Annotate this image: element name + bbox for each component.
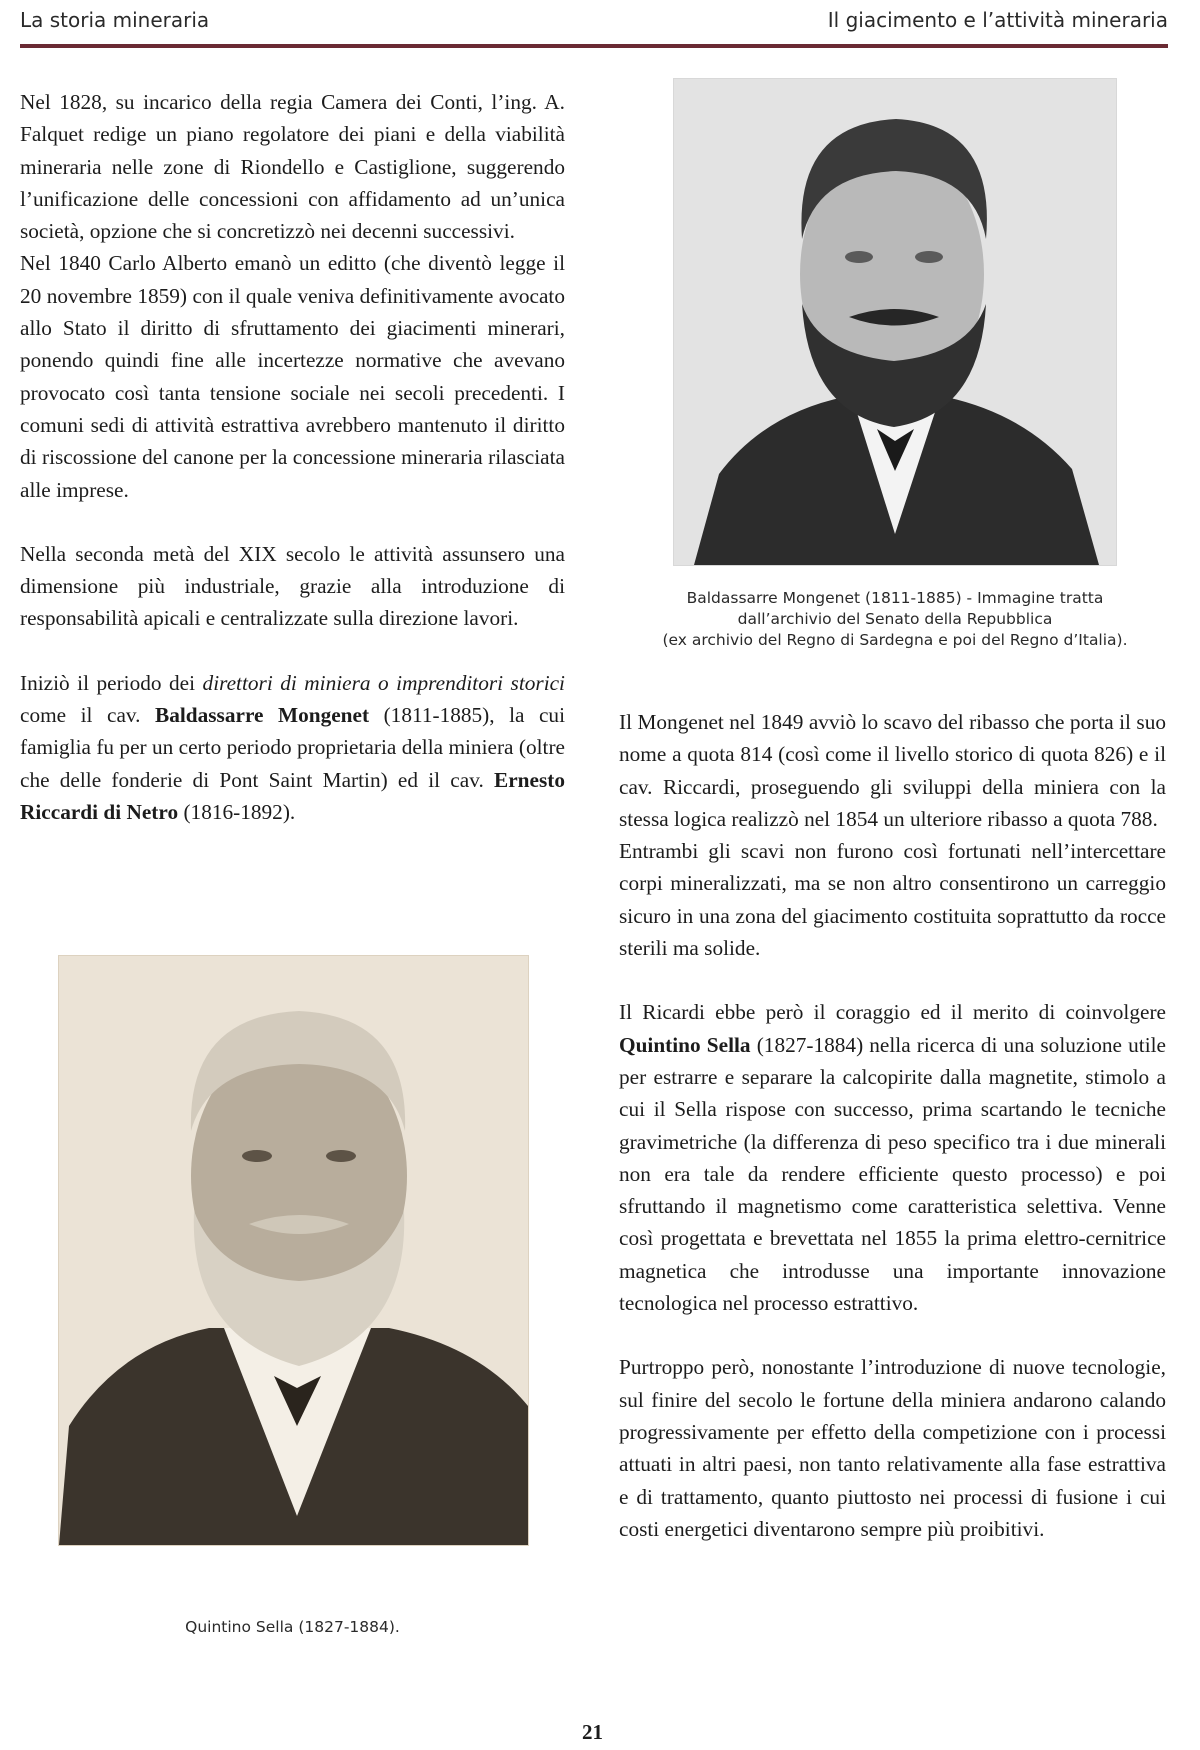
right-text-column: [619, 706, 1166, 1545]
paragraph-mongenet-scavo: Il Mongenet nel 1849 avviò lo scavo del ribasso che porta il suo nome a quota 814 (così come il livello storico di quota 826) e il cav. Riccardi, proseguendo gli sviluppi della miniera con la stessa logica realizzò nel 1854 un ulteriore ribasso a quota 788.: [619, 710, 1166, 831]
paragraph-scavi: Entrambi gli scavi non furono così fortunati nell’intercettare corpi mineralizzati, ma se non altro consentirono un carreggio sicuro in una zona del giacimento costituita soprattutto da rocce sterili ma solide.: [619, 839, 1166, 961]
page-number: 21: [582, 1720, 603, 1744]
paragraph-sella: Il Ricardi ebbe però il coraggio ed il merito di coinvolgere Quintino Sella (1827-1884) nella ricerca di una soluzione utile per estrarre e separare la calcopirite dalla magnetite, stimolo a cui il Sella rispose con successo, prima scartando le tecniche gravimetriche (la differenza di peso specifico tra i due minerali non era tale da rendere efficiente questo processo) e poi sfruttando il magnetismo come caratteristica selettiva. Venne così progettata e brevettata nel 1855 la prima elettro-cernitrice magnetica che introdusse una importante innovazione tecnologica nel processo estrattivo.: [619, 1000, 1166, 1316]
portrait-mongenet-photo: [673, 78, 1117, 566]
paragraph-falquet: Nel 1828, su incarico della regia Camera dei Conti, l’ing. A. Falquet redige un piano regolatore dei piani e della viabilità mineraria nelle zone di Riondello e Castiglione, suggerendo l’unificazione delle concessioni con affidamento ad un’unica società, opzione che si concretizzò nei decenni successivi.: [20, 90, 565, 244]
paragraph-declino: Purtroppo però, nonostante l’introduzione di nuove tecnologie, sul finire del secolo le fortune della miniera andarono calando progressivamente per effetto della competizione con i processi attuati in altri paesi, non tanto relativamente alla fase estrattiva e di trattamento, quanto piuttosto nei processi di fusione i cui costi energetici diventarono sempre più proibitivi.: [619, 1355, 1166, 1541]
header-section-title: La storia mineraria: [20, 8, 210, 32]
left-text-column: [20, 86, 565, 828]
name-riccardi: Ernesto Riccardi di Netro: [20, 767, 565, 824]
paragraph-editto: Nel 1840 Carlo Alberto emanò un editto (che diventò legge il 20 novembre 1859) con il quale veniva definitivamente avocato allo Stato il diritto di sfruttamento dei giacimenti minerari, ponendo quindi fine alle incertezze normative che avevano provocato così tanta tensione sociale nei secoli precedenti. I comuni sedi di attività estrattiva avrebbero mantenuto il diritto di riscossione del canone per la concessione mineraria rilasciata alle imprese.: [20, 251, 565, 502]
running-header: [20, 8, 1168, 38]
header-chapter-title: Il giacimento e l’attività mineraria: [827, 8, 1168, 32]
paragraph-xix-secolo: Nella seconda metà del XIX secolo le attività assunsero una dimensione più industriale, grazie alla introduzione di responsabilità apicali e centralizzate sulla direzione lavori.: [20, 541, 565, 631]
name-mongenet: Baldassarre Mongenet: [155, 703, 370, 728]
caption-sella: Quintino Sella (1827-1884).: [185, 1618, 400, 1636]
italic-direttori: direttori di miniera o imprenditori storici: [202, 670, 565, 695]
name-sella: Quintino Sella: [619, 1032, 751, 1057]
header-rule: [20, 44, 1168, 48]
paragraph-direttori: Iniziò il periodo dei direttori di miniera o imprenditori storici come il cav. Baldassarre Mongenet (1811-1885), la cui famiglia fu per un certo periodo proprietaria della miniera (oltre che delle fonderie di Pont Saint Martin) ed il cav. Ernesto Riccardi di Netro (1816-1892).: [20, 670, 565, 824]
portrait-sella-photo: [58, 955, 529, 1546]
caption-mongenet: Baldassarre Mongenet (1811-1885) - Immagine tratta dall’archivio del Senato della Repubblica (ex archivio del Regno di Sardegna e poi del Regno d’Italia).: [662, 589, 1128, 649]
